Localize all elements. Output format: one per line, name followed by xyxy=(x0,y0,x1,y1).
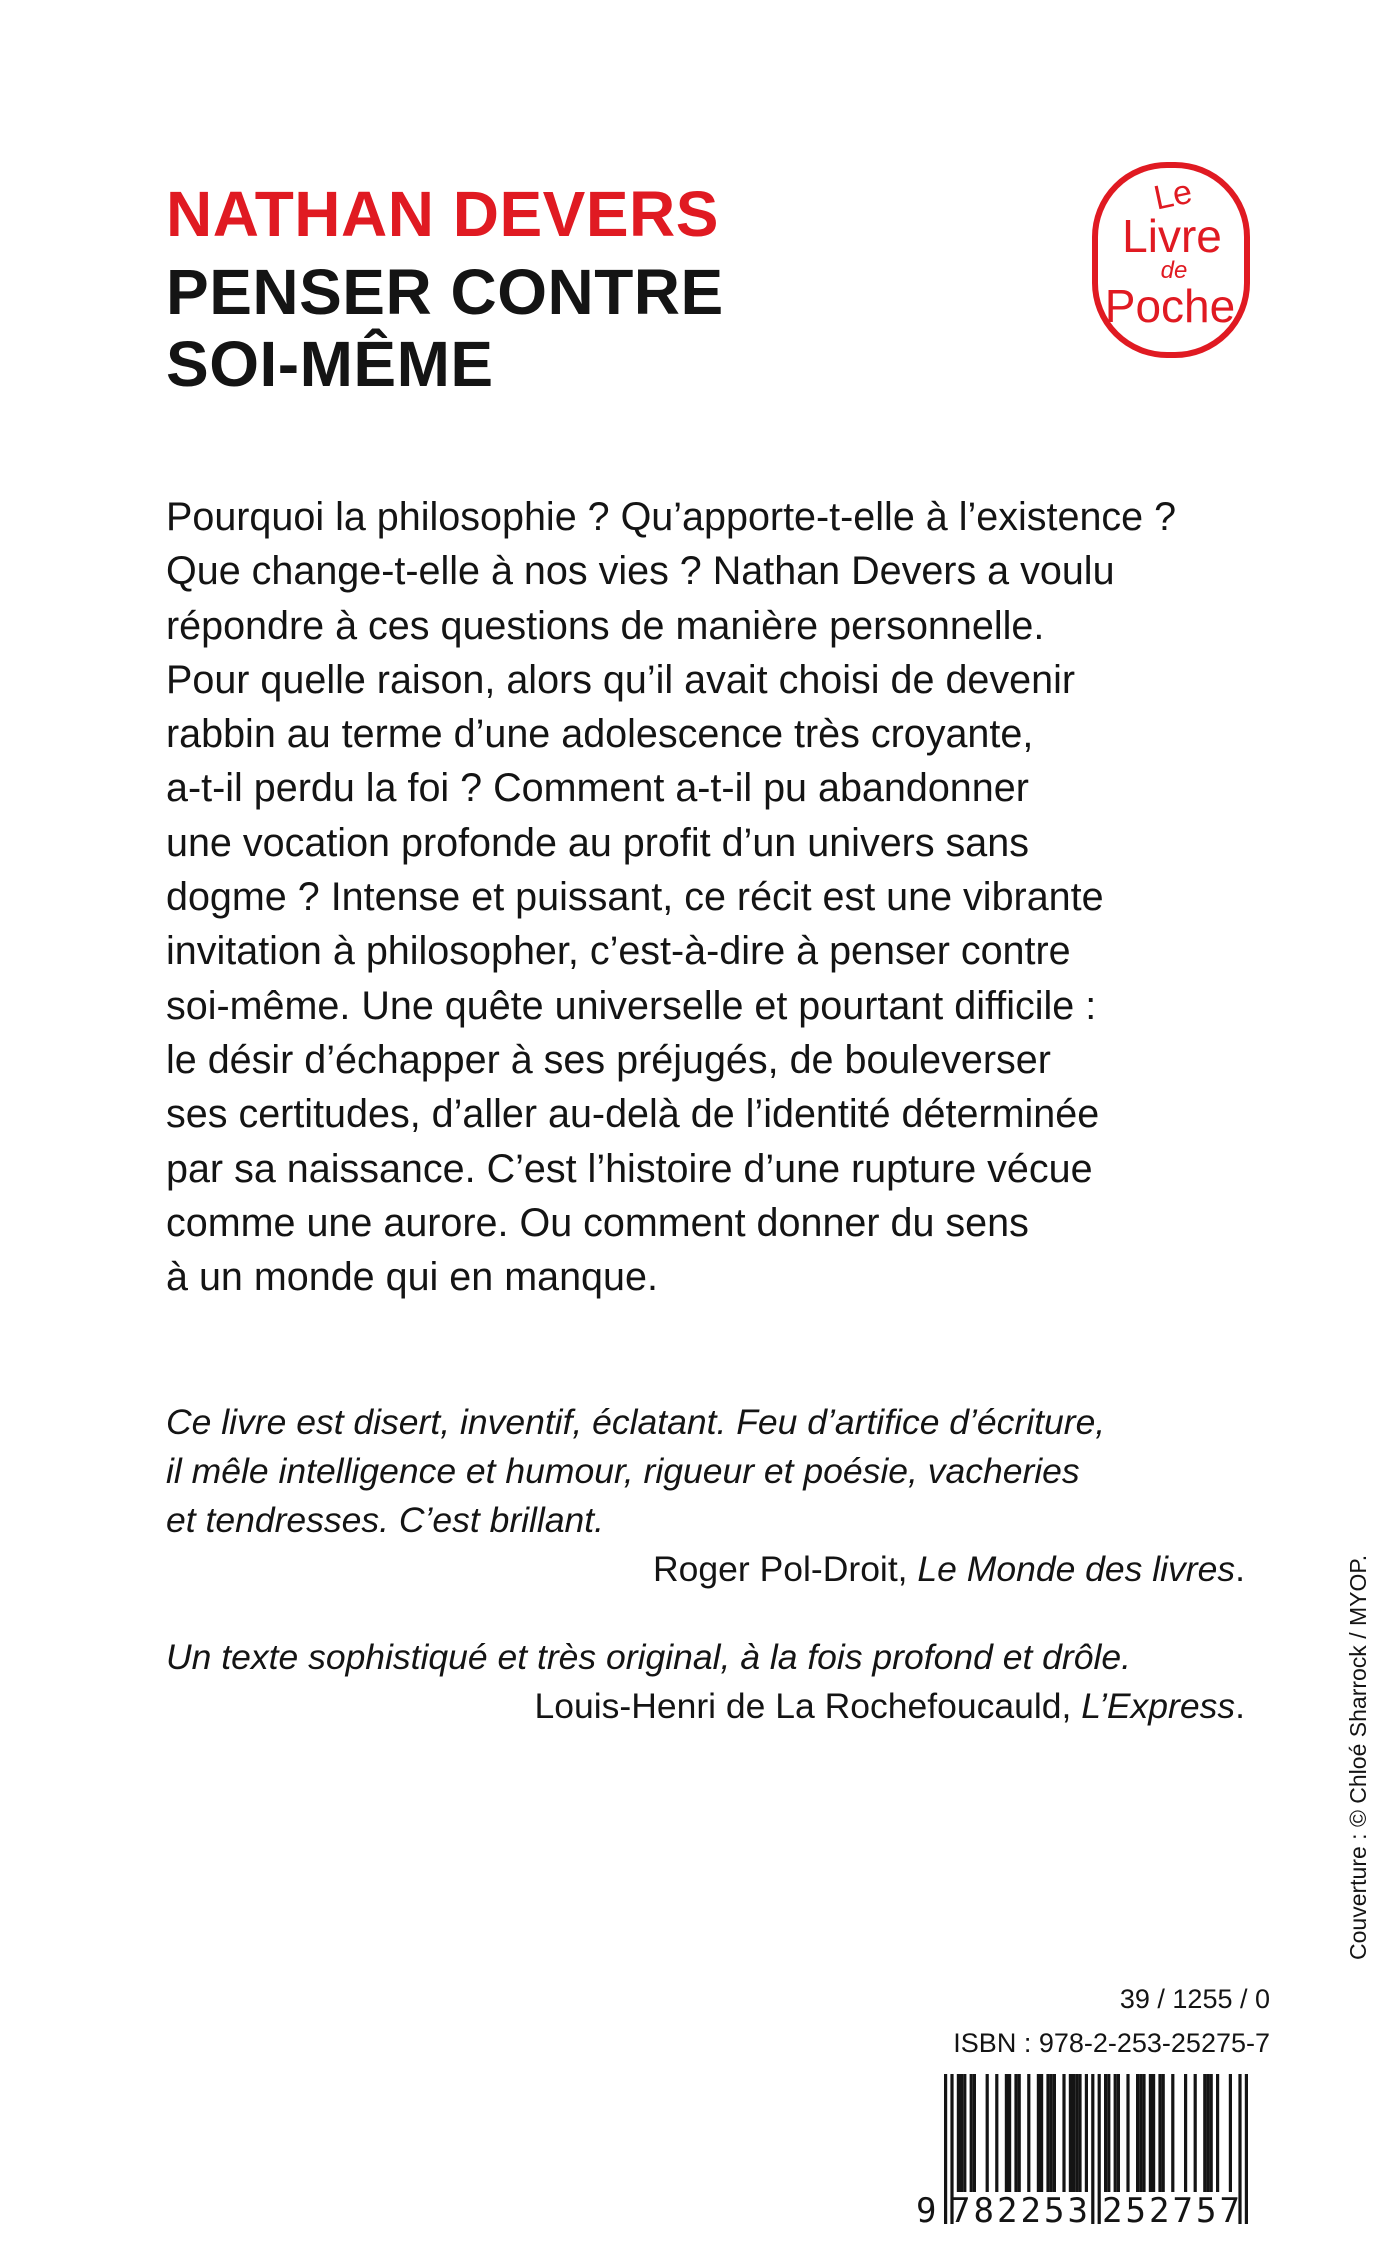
back-cover-blurb xyxy=(166,490,1286,1304)
barcode-bar xyxy=(1053,2074,1056,2192)
barcode-bar xyxy=(1078,2074,1081,2192)
blurb-line: Pourquoi la philosophie ? Qu’apporte-t-elle à l’existence ? xyxy=(166,495,1177,539)
author-name: NATHAN DEVERS xyxy=(166,178,719,250)
cover-credit: Couverture : © Chloé Sharrock / MYOP. xyxy=(1345,1554,1371,1960)
barcode-bar xyxy=(1171,2074,1174,2192)
press-quote-2 xyxy=(166,1633,1246,1682)
blurb-line: a-t-il perdu la foi ? Comment a-t-il pu abandonner xyxy=(166,766,1029,811)
blurb-line: Que change-t-elle à nos vies ? Nathan Devers a voulu xyxy=(166,549,1115,594)
barcode-bar xyxy=(957,2074,960,2192)
barcode-bar xyxy=(986,2074,989,2192)
blurb-line: invitation à philosopher, c’est-à-dire à penser contre xyxy=(166,929,1071,974)
barcode-bar xyxy=(1050,2074,1053,2192)
isbn-text: ISBN : 978-2-253-25275-7 xyxy=(953,2028,1270,2058)
press-quote-1 xyxy=(166,1398,1246,1545)
barcode-bar xyxy=(1027,2074,1030,2192)
barcode-bar xyxy=(1037,2074,1040,2192)
barcode-right-digits: 252757 xyxy=(1102,2191,1240,2230)
quote-end: . xyxy=(1235,1686,1245,1726)
barcode-bar xyxy=(1216,2074,1219,2192)
barcode-bar xyxy=(970,2074,973,2192)
barcode-bar xyxy=(1194,2074,1197,2192)
blurb-line: dogme ? Intense et puissant, ce récit est une vibrante xyxy=(166,875,1104,920)
barcode-bar xyxy=(1040,2074,1043,2192)
isbn-barcode xyxy=(910,2070,1280,2230)
blurb-line: Pour quelle raison, alors qu’il avait choisi de devenir xyxy=(166,657,1076,702)
barcode-bar xyxy=(1210,2074,1213,2192)
reference-code: 39 / 1255 / 0 xyxy=(1119,1984,1270,2014)
quote-line: Un texte sophistiqué et très original, à la fois profond et drôle. xyxy=(166,1637,1131,1677)
barcode-bar xyxy=(960,2074,963,2192)
logo-le: Le xyxy=(1150,172,1196,218)
press-quote-1-source xyxy=(653,1545,1245,1594)
title-line-1: PENSER CONTRE xyxy=(166,256,724,328)
quote-author: Roger Pol-Droit, xyxy=(653,1549,918,1589)
barcode-bar xyxy=(1158,2074,1161,2192)
barcode-left-digits: 782253 xyxy=(950,2191,1088,2230)
quote-author: Louis-Henri de La Rochefoucauld, xyxy=(534,1686,1082,1726)
barcode-bar xyxy=(1098,2074,1101,2224)
book-title xyxy=(166,256,724,400)
title-line-2: SOI-MÊME xyxy=(166,328,494,400)
blurb-line: ses certitudes, d’aller au-delà de l’identité déterminée xyxy=(166,1092,1100,1137)
barcode-bar xyxy=(1075,2074,1078,2192)
barcode-bar xyxy=(1139,2074,1142,2192)
barcode-bar xyxy=(1005,2074,1008,2192)
barcode-bar xyxy=(1245,2074,1248,2224)
barcode-bar xyxy=(1206,2074,1209,2192)
barcode-bar xyxy=(973,2074,976,2192)
barcode-bar xyxy=(1091,2074,1094,2224)
barcode-bar xyxy=(963,2074,966,2192)
barcode-bar xyxy=(1117,2074,1120,2192)
blurb-line: par sa naissance. C’est l’histoire d’une rupture vécue xyxy=(166,1146,1093,1191)
barcode-bar xyxy=(1142,2074,1145,2192)
barcode-bar xyxy=(1162,2074,1165,2192)
barcode-bar xyxy=(1126,2074,1129,2192)
barcode-bar xyxy=(1149,2074,1152,2192)
barcode-bar xyxy=(1014,2074,1017,2192)
barcode-bar xyxy=(995,2074,998,2192)
barcode-bar xyxy=(1203,2074,1206,2192)
barcode-bar xyxy=(1072,2074,1075,2192)
quote-line: Ce livre est disert, inventif, éclatant. Feu d’artifice d’écriture, xyxy=(166,1402,1106,1442)
barcode-bar xyxy=(1069,2074,1072,2192)
blurb-line: à un monde qui en manque. xyxy=(166,1255,658,1300)
barcode-bar xyxy=(1008,2074,1011,2192)
barcode-bar xyxy=(944,2074,947,2224)
logo-livre: Livre xyxy=(1122,210,1222,262)
blurb-line: rabbin au terme d’une adolescence très croyante, xyxy=(166,712,1034,757)
barcode-first-digit: 9 xyxy=(916,2191,937,2230)
livre-de-poche-logo xyxy=(1090,160,1252,360)
quote-publication: Le Monde des livres xyxy=(917,1549,1236,1589)
barcode-bar xyxy=(1136,2074,1139,2192)
quote-line: il mêle intelligence et humour, rigueur et poésie, vacheries xyxy=(166,1451,1080,1491)
logo-de: de xyxy=(1160,257,1188,284)
barcode-bar xyxy=(1229,2074,1232,2192)
barcode-bar xyxy=(1107,2074,1110,2192)
barcode-bar xyxy=(1114,2074,1117,2192)
barcode-bar xyxy=(1046,2074,1049,2192)
barcode-bar xyxy=(1085,2074,1088,2192)
blurb-line: une vocation profonde au profit d’un univers sans xyxy=(166,820,1029,865)
barcode-bar xyxy=(1018,2074,1021,2192)
barcode-bar xyxy=(1184,2074,1187,2192)
barcode-bar xyxy=(1152,2074,1155,2192)
quote-publication: L’Express xyxy=(1081,1686,1236,1726)
barcode-bar xyxy=(1062,2074,1065,2192)
quote-end: . xyxy=(1235,1549,1245,1589)
barcode-bar xyxy=(1104,2074,1107,2192)
quote-line: et tendresses. C’est brillant. xyxy=(166,1500,605,1540)
blurb-line: soi-même. Une quête universelle et pourtant difficile : xyxy=(166,983,1097,1028)
blurb-line: répondre à ces questions de manière personnelle. xyxy=(166,603,1045,648)
press-quote-2-source xyxy=(535,1682,1245,1731)
blurb-line: comme une aurore. Ou comment donner du sens xyxy=(166,1200,1029,1245)
blurb-line: le désir d’échapper à ses préjugés, de bouleverser xyxy=(166,1037,1051,1082)
logo-poche: Poche xyxy=(1104,280,1236,332)
